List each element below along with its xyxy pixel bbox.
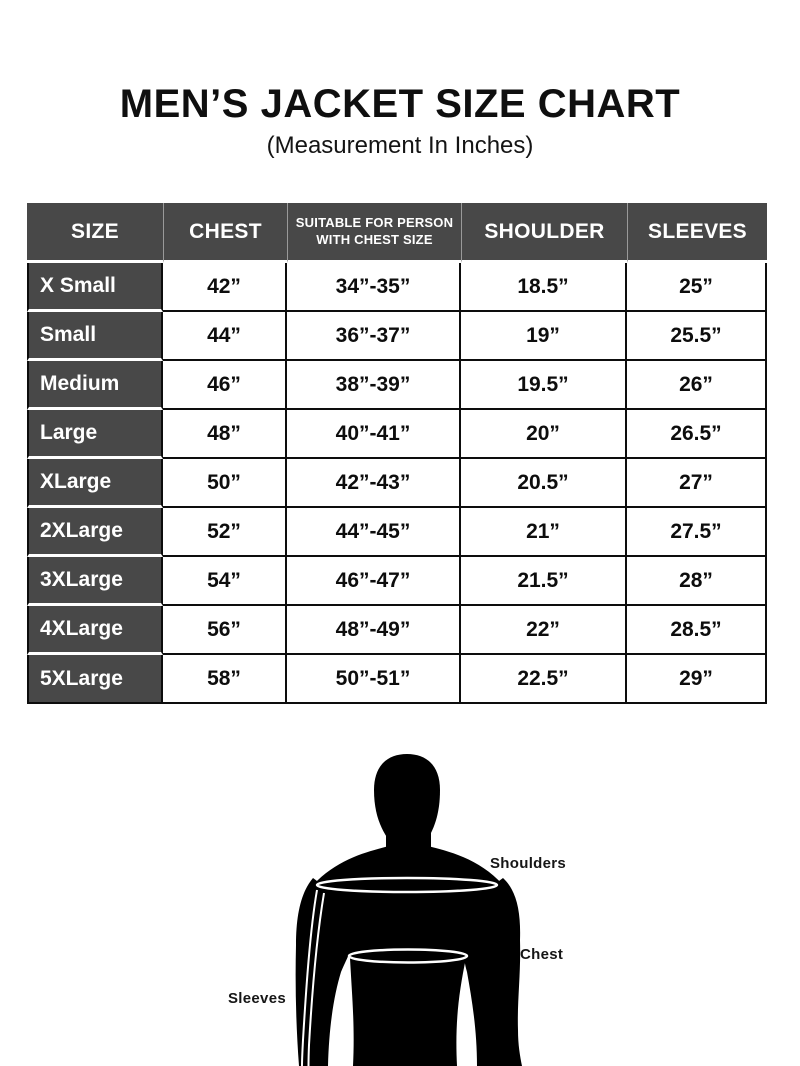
sleeves-cell: 29”	[627, 655, 767, 704]
sleeves-cell: 28”	[627, 557, 767, 606]
sleeves-label: Sleeves	[228, 990, 286, 1007]
column-header-sleeves: SLEEVES	[627, 203, 767, 263]
chest-cell: 56”	[163, 606, 287, 655]
table-row	[27, 557, 767, 606]
sleeves-cell: 25”	[627, 263, 767, 312]
body-silhouette	[0, 730, 800, 1066]
chest-cell: 44”	[163, 312, 287, 361]
sleeves-cell: 25.5”	[627, 312, 767, 361]
size-cell: 2XLarge	[27, 508, 163, 557]
size-cell: X Small	[27, 263, 163, 312]
chest-cell: 50”	[163, 459, 287, 508]
chest-cell: 48”	[163, 410, 287, 459]
table-row	[27, 410, 767, 459]
suitable-cell: 46”-47”	[287, 557, 461, 606]
sleeves-cell: 28.5”	[627, 606, 767, 655]
table-row	[27, 655, 767, 704]
shoulder-cell: 18.5”	[461, 263, 627, 312]
column-header-size: SIZE	[27, 203, 163, 263]
sleeves-cell: 26.5”	[627, 410, 767, 459]
suitable-cell: 48”-49”	[287, 606, 461, 655]
suitable-cell: 50”-51”	[287, 655, 461, 704]
table-row	[27, 361, 767, 410]
shoulder-cell: 19”	[461, 312, 627, 361]
chest-cell: 46”	[163, 361, 287, 410]
shoulder-cell: 21”	[461, 508, 627, 557]
size-cell: XLarge	[27, 459, 163, 508]
shoulder-cell: 19.5”	[461, 361, 627, 410]
table-row	[27, 312, 767, 361]
chest-cell: 42”	[163, 263, 287, 312]
body-measurement-diagram	[0, 730, 800, 1066]
table-row	[27, 508, 767, 557]
size-cell: 3XLarge	[27, 557, 163, 606]
suitable-cell: 42”-43”	[287, 459, 461, 508]
shoulders-label: Shoulders	[490, 855, 567, 872]
sleeves-cell: 26”	[627, 361, 767, 410]
column-header-suitable: SUITABLE FOR PERSON WITH CHEST SIZE	[287, 203, 461, 263]
header-row	[27, 203, 767, 263]
chest-label: Chest	[520, 946, 564, 963]
size-cell: Small	[27, 312, 163, 361]
sleeves-cell: 27”	[627, 459, 767, 508]
shoulder-cell: 22”	[461, 606, 627, 655]
size-cell: Large	[27, 410, 163, 459]
suitable-cell: 34”-35”	[287, 263, 461, 312]
suitable-cell: 44”-45”	[287, 508, 461, 557]
size-cell: 4XLarge	[27, 606, 163, 655]
sleeves-cell: 27.5”	[627, 508, 767, 557]
suitable-cell: 36”-37”	[287, 312, 461, 361]
shoulder-cell: 22.5”	[461, 655, 627, 704]
suitable-cell: 38”-39”	[287, 361, 461, 410]
page-subtitle: (Measurement In Inches)	[266, 132, 534, 159]
chest-cell: 58”	[163, 655, 287, 704]
size-chart-table	[27, 203, 767, 704]
table-row	[27, 606, 767, 655]
chest-cell: 54”	[163, 557, 287, 606]
table-row	[27, 459, 767, 508]
shoulder-cell: 21.5”	[461, 557, 627, 606]
chest-cell: 52”	[163, 508, 287, 557]
column-header-shoulder: SHOULDER	[461, 203, 627, 263]
size-cell: 5XLarge	[27, 655, 163, 704]
shoulder-cell: 20”	[461, 410, 627, 459]
size-cell: Medium	[27, 361, 163, 410]
page-title: MEN’S JACKET SIZE CHART	[119, 82, 681, 126]
suitable-cell: 40”-41”	[287, 410, 461, 459]
column-header-chest: CHEST	[163, 203, 287, 263]
table-row	[27, 263, 767, 312]
shoulder-cell: 20.5”	[461, 459, 627, 508]
